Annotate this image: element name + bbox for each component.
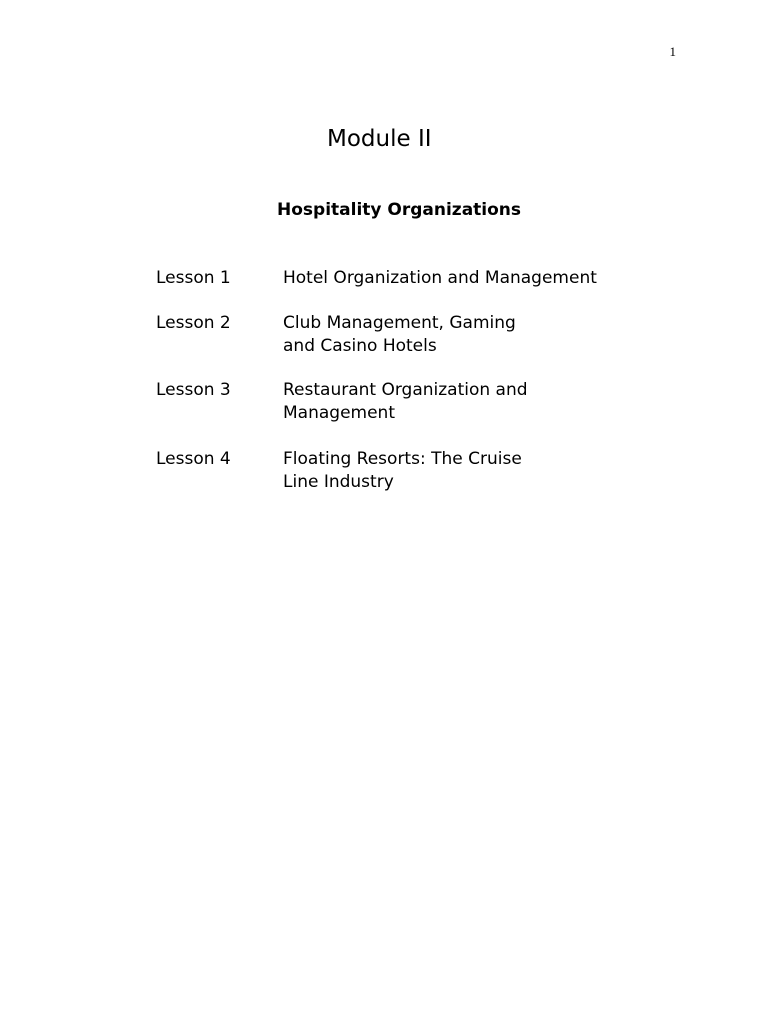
- lesson-title: [283, 448, 643, 494]
- module-subtitle: Hospitality Organizations: [277, 200, 522, 220]
- page-number: 1: [669, 44, 676, 59]
- lesson-title-line: Line Industry: [283, 472, 394, 492]
- lesson-title-line: Management: [283, 403, 395, 423]
- lesson-title-line: Hotel Organization and Management: [283, 268, 597, 288]
- lesson-title-line: Floating Resorts: The Cruise: [283, 449, 522, 469]
- module-title: Module II: [327, 126, 432, 152]
- lesson-title-line: Club Management, Gaming: [283, 313, 516, 333]
- lesson-title: [283, 267, 643, 290]
- lesson-number: Lesson 4: [156, 449, 231, 469]
- lesson-title-line: and Casino Hotels: [283, 336, 437, 356]
- lesson-number: Lesson 1: [156, 268, 231, 288]
- lesson-title-line: Restaurant Organization and: [283, 380, 528, 400]
- lesson-title: [283, 312, 643, 358]
- lesson-number: Lesson 3: [156, 380, 231, 400]
- lesson-number: Lesson 2: [156, 313, 231, 333]
- lesson-title: [283, 379, 643, 425]
